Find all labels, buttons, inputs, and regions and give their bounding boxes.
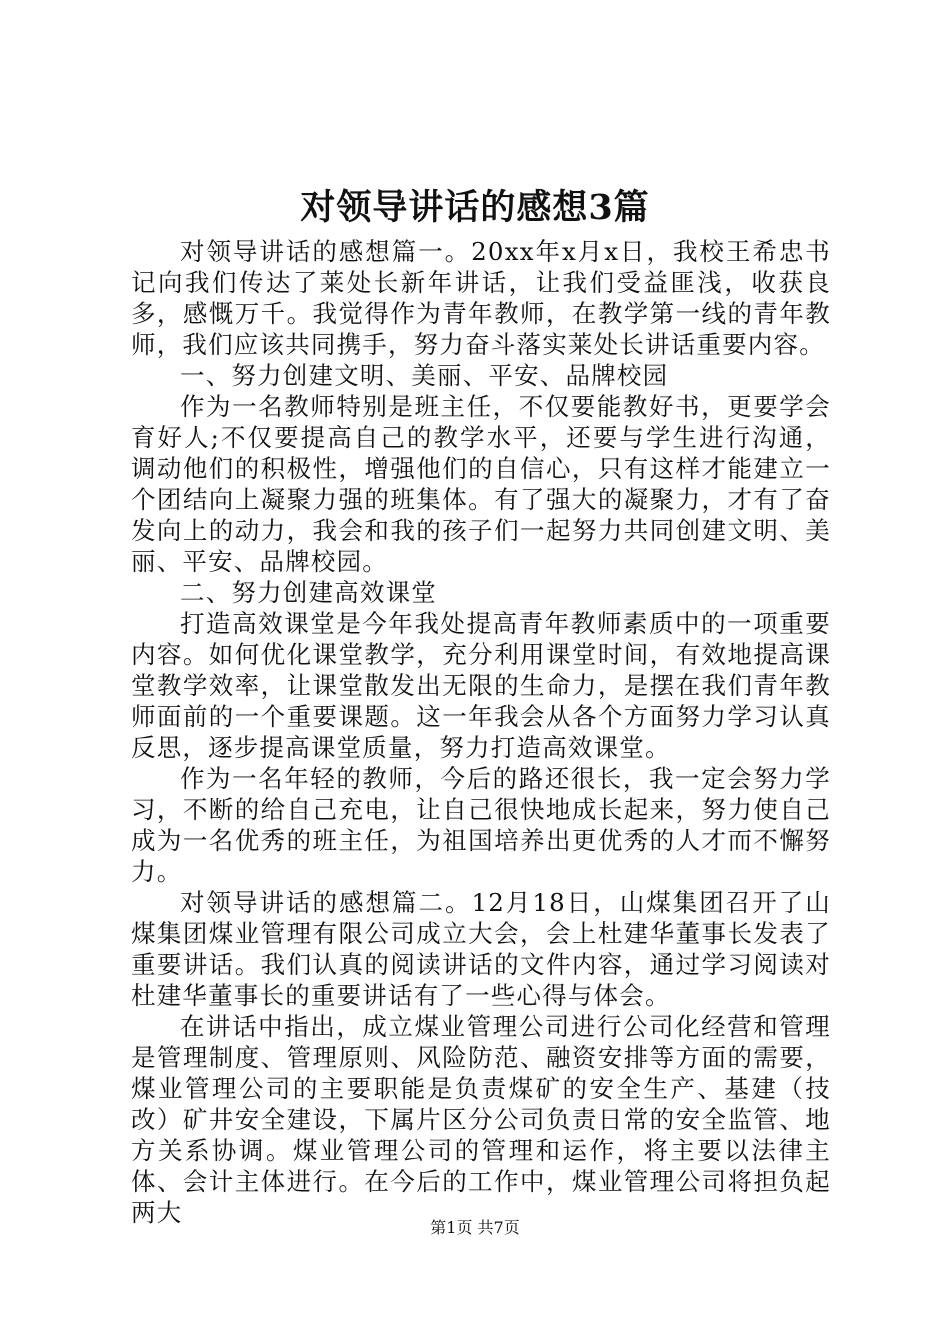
paragraph: 作为一名年轻的教师，今后的路还很长，我一定会努力学习，不断的给自己充电，让自己很快地成长起来，努力使自己成为一名优秀的班主任，为祖国培养出更优秀的人才而不懈努力。 bbox=[131, 764, 831, 886]
section-heading: 二、努力创建高效课堂 bbox=[180, 578, 437, 607]
document-title: 对领导讲话的感想3篇 bbox=[300, 187, 650, 228]
paragraph: 对领导讲话的感想篇二。12月18日，山煤集团召开了山煤集团煤业管理有限公司成立大会，会上杜建华董事长发表了重要讲话。我们认真的阅读讲话的文件内容，通过学习阅读对杜建华董事长的重要讲话有了一些心得与体会。 bbox=[131, 888, 831, 1010]
page-number-footer: 第1页 共7页 bbox=[430, 1218, 520, 1237]
paragraph: 作为一名教师特别是班主任，不仅要能教好书，更要学会育好人;不仅要提高自己的教学水平，还要与学生进行沟通，调动他们的积极性，增强他们的自信心，只有这样才能建立一个团结向上凝聚力强的班集体。有了强大的凝聚力，才有了奋发向上的动力，我会和我的孩子们一起努力共同创建文明、美丽、平安、品牌校园。 bbox=[131, 392, 831, 576]
paragraph: 打造高效课堂是今年我处提高青年教师素质中的一项重要内容。如何优化课堂教学，充分利用课堂时间，有效地提高课堂教学效率，让课堂散发出无限的生命力，是摆在我们青年教师面前的一个重要课题。这一年我会从各个方面努力学习认真反思，逐步提高课堂质量，努力打造高效课堂。 bbox=[131, 609, 831, 762]
paragraph: 在讲话中指出，成立煤业管理公司进行公司化经营和管理是管理制度、管理原则、风险防范、融资安排等方面的需要，煤业管理公司的主要职能是负责煤矿的安全生产、基建（技改）矿井安全建设，下属片区分公司负责日常的安全监管、地方关系协调。煤业管理公司的管理和运作，将主要以法律主体、会计主体进行。在今后的工作中，煤业管理公司将担负起两大 bbox=[131, 1012, 831, 1227]
paragraph: 对领导讲话的感想篇一。20xx年x月x日，我校王希忠书记向我们传达了莱处长新年讲话，让我们受益匪浅，收获良多，感慨万千。我觉得作为青年教师，在教学第一线的青年教师，我们应该共同携手，努力奋斗落实莱处长讲话重要内容。 bbox=[131, 237, 831, 359]
document-body bbox=[131, 236, 831, 1228]
section-heading: 一、努力创建文明、美丽、平安、品牌校园 bbox=[180, 361, 669, 390]
